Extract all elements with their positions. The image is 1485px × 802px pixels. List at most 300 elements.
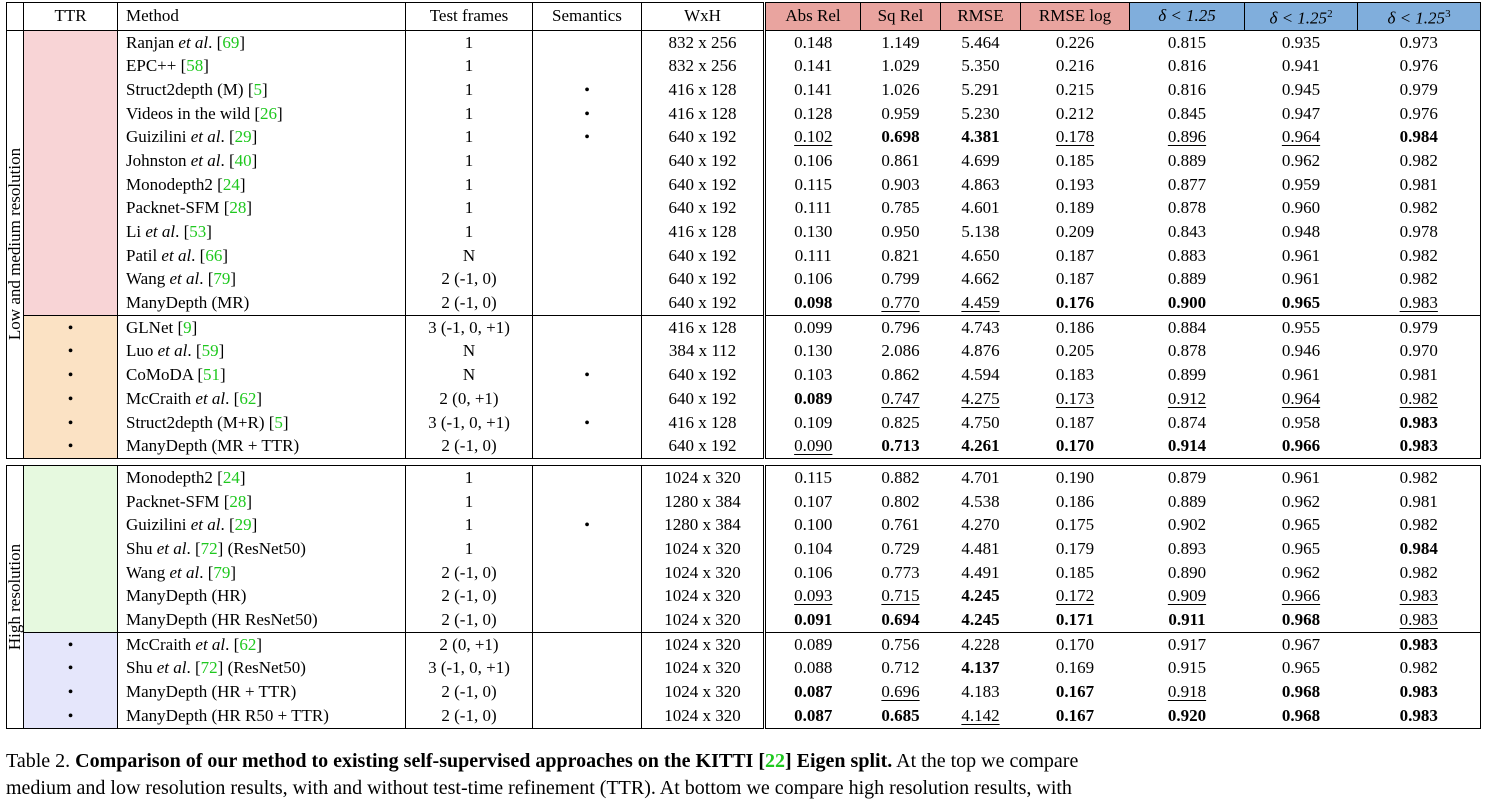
resolution-cell: 416 x 128 — [642, 411, 765, 435]
delta-1-cell — [1130, 490, 1245, 514]
delta-1-cell — [1130, 466, 1245, 490]
delta-3-value: 0.984 — [1399, 127, 1438, 147]
delta-2-cell — [1245, 466, 1358, 490]
rmse-log-cell — [1021, 490, 1130, 514]
rmse-cell — [941, 584, 1021, 608]
rmse-log-cell — [1021, 340, 1130, 364]
resolution-cell: 640 x 192 — [642, 244, 765, 268]
delta-3-cell — [1358, 340, 1481, 364]
citation-link[interactable]: 29 — [234, 127, 252, 147]
delta-1-cell — [1130, 513, 1245, 537]
method-cell: McCraith et al. [62] — [118, 632, 406, 656]
resolution-cell: 1024 x 320 — [642, 657, 765, 681]
ttr-cell — [24, 434, 118, 458]
sq-rel-value: 0.825 — [881, 412, 920, 432]
delta-2-cell — [1245, 30, 1358, 54]
rmse-cell — [941, 244, 1021, 268]
table-row — [7, 220, 1481, 244]
semantics-dot-icon: • — [584, 129, 590, 147]
rmse-log-value: 0.187 — [1055, 269, 1095, 289]
rmse-log-value: 0.215 — [1055, 79, 1095, 99]
sq-rel-value: 0.802 — [881, 491, 920, 511]
semantics-cell — [533, 54, 642, 78]
delta-1-value: 0.912 — [1167, 388, 1207, 408]
delta-2-cell — [1245, 173, 1358, 197]
method-cell: Monodepth2 [24] — [118, 466, 406, 490]
rmse-value: 5.230 — [961, 103, 1000, 123]
delta-1-value: 0.899 — [1167, 365, 1207, 385]
rmse-cell — [941, 102, 1021, 126]
et-al: et al — [186, 150, 221, 170]
test-frames-cell: N — [406, 363, 533, 387]
method-name: Li — [126, 222, 142, 241]
abs-rel-cell — [765, 561, 861, 585]
delta-1-cell — [1130, 244, 1245, 268]
citation-link[interactable]: 58 — [186, 56, 204, 76]
method-cell — [118, 584, 406, 608]
test-frames-cell: 3 (-1, 0, +1) — [406, 411, 533, 435]
delta-3-cell — [1358, 411, 1481, 435]
resolution-cell: 1024 x 320 — [642, 466, 765, 490]
rmse-cell — [941, 291, 1021, 315]
semantics-cell — [533, 387, 642, 411]
citation-link[interactable]: 24 — [222, 467, 240, 487]
delta-3-value: 0.973 — [1399, 32, 1438, 52]
delta-1-cell — [1130, 561, 1245, 585]
abs-rel-value: 0.102 — [794, 127, 833, 147]
table-row — [7, 513, 1481, 537]
header-semantics: Semantics — [533, 3, 642, 31]
rmse-log-value: 0.193 — [1055, 174, 1095, 194]
rmse-value: 4.142 — [961, 705, 1000, 725]
citation-link[interactable]: 28 — [229, 198, 247, 218]
delta-3-value: 0.982 — [1399, 562, 1438, 582]
ttr-cell — [24, 608, 118, 632]
table-row — [7, 411, 1481, 435]
delta-3-cell — [1358, 244, 1481, 268]
ttr-cell — [24, 561, 118, 585]
table-row — [7, 30, 1481, 54]
sq-rel-value: 0.799 — [881, 269, 920, 289]
rmse-log-cell — [1021, 244, 1130, 268]
method-cell: Packnet-SFM [28] — [118, 490, 406, 514]
delta-3-value: 0.983 — [1399, 682, 1438, 702]
citation-link[interactable]: 40 — [234, 150, 252, 170]
header-delta-3-text: δ < 1.25 — [1387, 8, 1446, 28]
abs-rel-cell — [765, 584, 861, 608]
rmse-log-value: 0.187 — [1055, 245, 1095, 265]
rmse-cell — [941, 466, 1021, 490]
rmse-log-cell — [1021, 125, 1130, 149]
rmse-value: 5.138 — [961, 222, 1000, 241]
delta-2-value: 0.947 — [1281, 103, 1321, 123]
rmse-cell — [941, 30, 1021, 54]
semantics-cell — [533, 490, 642, 514]
delta-2-value: 0.941 — [1281, 56, 1321, 76]
rmse-log-cell — [1021, 315, 1130, 339]
header-delta-2-sup: 2 — [1327, 8, 1333, 20]
rmse-log-cell — [1021, 78, 1130, 102]
method-name: Videos in the wild — [126, 103, 251, 123]
citation-link[interactable]: 72 — [200, 658, 218, 678]
delta-1-value: 0.917 — [1167, 634, 1207, 654]
citation-link[interactable]: 69 — [222, 32, 240, 52]
citation-link[interactable]: 24 — [222, 174, 240, 194]
method-name: ManyDepth (HR + TTR) — [126, 682, 297, 702]
semantics-cell — [533, 632, 642, 656]
abs-rel-value: 0.093 — [794, 586, 833, 606]
header-delta-1 — [1130, 3, 1245, 31]
delta-1-value: 0.877 — [1167, 174, 1207, 194]
delta-1-cell — [1130, 537, 1245, 561]
abs-rel-cell — [765, 466, 861, 490]
delta-1-value: 0.845 — [1167, 103, 1207, 123]
ttr-dot-icon: • — [67, 707, 74, 725]
citation-link[interactable]: 9 — [183, 317, 192, 337]
method-name: McCraith — [126, 634, 192, 654]
abs-rel-cell — [765, 291, 861, 315]
delta-2-cell — [1245, 102, 1358, 126]
sq-rel-value: 0.694 — [881, 610, 920, 629]
delta-3-value: 0.982 — [1399, 269, 1438, 289]
delta-3-cell — [1358, 680, 1481, 704]
rmse-value: 5.350 — [961, 56, 1000, 76]
delta-3-value: 0.982 — [1399, 245, 1438, 265]
abs-rel-cell — [765, 704, 861, 728]
rmse-cell — [941, 657, 1021, 681]
method-name: GLNet — [126, 317, 174, 337]
group-label-cell — [7, 30, 24, 458]
delta-3-value: 0.982 — [1399, 467, 1438, 487]
header-rmse: RMSE — [941, 3, 1021, 31]
abs-rel-cell — [765, 680, 861, 704]
abs-rel-value: 0.111 — [794, 198, 832, 218]
delta-3-cell — [1358, 490, 1481, 514]
delta-3-cell — [1358, 125, 1481, 149]
abs-rel-cell — [765, 657, 861, 681]
citation-link[interactable]: 79 — [213, 269, 231, 289]
sq-rel-value: 0.773 — [881, 562, 920, 582]
resolution-cell: 1024 x 320 — [642, 608, 765, 632]
sq-rel-cell — [861, 220, 941, 244]
rmse-cell — [941, 513, 1021, 537]
citation-link[interactable]: 59 — [201, 341, 219, 361]
rmse-value: 4.275 — [961, 388, 1000, 408]
header-delta-2-text: δ < 1.25 — [1269, 8, 1328, 28]
test-frames-cell: 1 — [406, 149, 533, 173]
citation-link[interactable]: 5 — [274, 412, 283, 432]
group-gap-cell — [7, 459, 1481, 466]
results-table-body — [7, 30, 1481, 728]
rmse-value: 4.863 — [961, 174, 1000, 194]
rmse-value: 4.699 — [961, 150, 1000, 170]
sq-rel-value: 0.959 — [881, 103, 920, 123]
rmse-value: 4.750 — [961, 412, 1000, 432]
delta-1-value: 0.889 — [1167, 150, 1207, 170]
delta-3-value: 0.982 — [1399, 150, 1438, 170]
abs-rel-cell — [765, 220, 861, 244]
rmse-value: 4.381 — [961, 127, 1000, 147]
sq-rel-cell — [861, 78, 941, 102]
ttr-cell — [24, 173, 118, 197]
ttr-cell — [24, 657, 118, 681]
et-al: et al — [165, 562, 200, 582]
semantics-dot-icon: • — [584, 105, 590, 123]
delta-1-cell — [1130, 584, 1245, 608]
table-row — [7, 537, 1481, 561]
delta-1-value: 0.878 — [1167, 341, 1207, 361]
abs-rel-value: 0.103 — [794, 365, 833, 385]
method-name: ManyDepth (MR + TTR) — [126, 436, 300, 456]
rmse-log-cell — [1021, 54, 1130, 78]
citation-link[interactable]: 62 — [239, 634, 257, 654]
results-table-container — [6, 2, 1480, 729]
sq-rel-cell — [861, 632, 941, 656]
delta-3-value: 0.981 — [1399, 491, 1438, 511]
header-blank — [7, 3, 24, 31]
test-frames-cell: 2 (-1, 0) — [406, 608, 533, 632]
method-cell: Wang et al. [79] — [118, 268, 406, 292]
abs-rel-cell — [765, 490, 861, 514]
method-name: Packnet-SFM — [126, 198, 220, 218]
rmse-log-cell — [1021, 363, 1130, 387]
resolution-cell: 1024 x 320 — [642, 537, 765, 561]
method-suffix: (ResNet50) — [223, 538, 306, 558]
semantics-cell — [533, 315, 642, 339]
method-cell: Monodepth2 [24] — [118, 173, 406, 197]
header-method: Method — [118, 3, 406, 31]
delta-3-value: 0.976 — [1399, 103, 1438, 123]
rmse-log-value: 0.171 — [1055, 610, 1095, 629]
delta-3-cell — [1358, 434, 1481, 458]
sq-rel-cell — [861, 411, 941, 435]
method-cell: CoMoDA [51] — [118, 363, 406, 387]
header-abs-rel: Abs Rel — [765, 3, 861, 31]
sq-rel-cell — [861, 125, 941, 149]
delta-3-value: 0.983 — [1399, 705, 1438, 725]
resolution-cell: 640 x 192 — [642, 434, 765, 458]
delta-2-value: 0.948 — [1281, 222, 1321, 241]
method-cell: Shu et al. [72] (ResNet50) — [118, 537, 406, 561]
sq-rel-cell — [861, 434, 941, 458]
sq-rel-cell — [861, 608, 941, 632]
abs-rel-value: 0.098 — [794, 293, 833, 313]
ttr-cell — [24, 291, 118, 315]
table-row — [7, 632, 1481, 656]
semantics-cell — [533, 196, 642, 220]
ttr-dot-icon: • — [67, 343, 74, 361]
citation-link[interactable]: 62 — [239, 388, 257, 408]
citation-link[interactable]: 29 — [234, 515, 252, 535]
ttr-cell — [24, 584, 118, 608]
abs-rel-cell — [765, 149, 861, 173]
semantics-cell — [533, 102, 642, 126]
delta-2-cell — [1245, 704, 1358, 728]
citation-link[interactable]: 51 — [203, 365, 220, 385]
resolution-cell: 832 x 256 — [642, 54, 765, 78]
citation-link[interactable]: 53 — [189, 222, 207, 241]
abs-rel-value: 0.089 — [794, 634, 833, 654]
citation-link[interactable]: 72 — [200, 538, 218, 558]
table-row — [7, 244, 1481, 268]
citation-link[interactable]: 79 — [213, 562, 231, 582]
ttr-dot-icon: • — [67, 390, 74, 408]
test-frames-cell: N — [406, 244, 533, 268]
delta-2-value: 0.964 — [1281, 388, 1321, 408]
table-row — [7, 434, 1481, 458]
group-label: Low and medium resolution — [5, 148, 24, 341]
rmse-value: 4.481 — [961, 538, 1000, 558]
delta-3-value: 0.983 — [1399, 586, 1438, 606]
method-suffix: (ResNet50) — [223, 658, 306, 678]
et-al: et al — [153, 341, 188, 361]
table-row — [7, 102, 1481, 126]
rmse-log-value: 0.216 — [1055, 56, 1095, 76]
table-row — [7, 490, 1481, 514]
method-name: Struct2depth (M) — [126, 79, 244, 99]
delta-2-value: 0.968 — [1281, 610, 1321, 629]
rmse-value: 5.291 — [961, 79, 1000, 99]
sq-rel-cell — [861, 268, 941, 292]
citation-link[interactable]: 5 — [253, 79, 262, 99]
header-rmse-log: RMSE log — [1021, 3, 1130, 31]
delta-2-cell — [1245, 196, 1358, 220]
delta-3-value: 0.979 — [1399, 317, 1438, 337]
method-cell: Packnet-SFM [28] — [118, 196, 406, 220]
abs-rel-value: 0.148 — [794, 32, 833, 52]
abs-rel-value: 0.128 — [794, 103, 833, 123]
delta-3-value: 0.970 — [1399, 341, 1438, 361]
table-row — [7, 608, 1481, 632]
et-al: et al — [186, 515, 221, 535]
method-cell: EPC++ [58] — [118, 54, 406, 78]
rmse-log-cell — [1021, 102, 1130, 126]
rmse-cell — [941, 340, 1021, 364]
ttr-cell — [24, 387, 118, 411]
test-frames-cell: 2 (0, +1) — [406, 632, 533, 656]
sq-rel-cell — [861, 466, 941, 490]
test-frames-cell: 2 (-1, 0) — [406, 434, 533, 458]
rmse-log-value: 0.190 — [1055, 467, 1095, 487]
method-cell: Wang et al. [79] — [118, 561, 406, 585]
citation-link[interactable]: 28 — [229, 491, 247, 511]
rmse-log-value: 0.185 — [1055, 150, 1095, 170]
sq-rel-cell — [861, 537, 941, 561]
method-cell: Li et al. [53] — [118, 220, 406, 244]
resolution-cell: 640 x 192 — [642, 125, 765, 149]
abs-rel-cell — [765, 537, 861, 561]
delta-1-cell — [1130, 291, 1245, 315]
semantics-cell — [533, 173, 642, 197]
rmse-log-cell — [1021, 411, 1130, 435]
delta-1-cell — [1130, 704, 1245, 728]
delta-2-value: 0.962 — [1281, 491, 1321, 511]
citation-link[interactable]: 26 — [260, 103, 278, 123]
method-name: ManyDepth (HR ResNet50) — [126, 610, 318, 629]
delta-1-value: 0.843 — [1167, 222, 1207, 241]
delta-3-value: 0.984 — [1399, 538, 1438, 558]
delta-1-value: 0.893 — [1167, 538, 1207, 558]
table-row — [7, 704, 1481, 728]
ttr-cell — [24, 54, 118, 78]
caption-line2: medium and low resolution results, with and without test-time refinement (TTR). At bottom we compare high resolution results, with — [6, 777, 1072, 799]
delta-1-cell — [1130, 78, 1245, 102]
delta-2-cell — [1245, 680, 1358, 704]
rmse-cell — [941, 632, 1021, 656]
resolution-cell: 640 x 192 — [642, 196, 765, 220]
delta-1-value: 0.915 — [1167, 658, 1207, 678]
method-cell: Luo et al. [59] — [118, 340, 406, 364]
rmse-log-value: 0.186 — [1055, 491, 1095, 511]
delta-2-cell — [1245, 657, 1358, 681]
method-cell — [118, 608, 406, 632]
ttr-dot-icon: • — [67, 660, 74, 678]
rmse-log-cell — [1021, 220, 1130, 244]
abs-rel-value: 0.130 — [794, 341, 833, 361]
rmse-log-cell — [1021, 30, 1130, 54]
resolution-cell: 1024 x 320 — [642, 704, 765, 728]
delta-2-value: 0.966 — [1281, 436, 1321, 456]
sq-rel-cell — [861, 196, 941, 220]
sq-rel-value: 0.770 — [881, 293, 920, 313]
rmse-cell — [941, 268, 1021, 292]
delta-3-cell — [1358, 54, 1481, 78]
method-name: Ranjan — [126, 32, 175, 52]
citation-link[interactable]: 66 — [205, 245, 223, 265]
delta-1-cell — [1130, 363, 1245, 387]
delta-3-value: 0.983 — [1399, 436, 1438, 456]
rmse-log-cell — [1021, 149, 1130, 173]
sq-rel-cell — [861, 513, 941, 537]
ttr-cell — [24, 466, 118, 490]
delta-3-cell — [1358, 149, 1481, 173]
rmse-value: 4.743 — [961, 317, 1000, 337]
et-al: et al — [152, 658, 187, 678]
test-frames-cell: 2 (-1, 0) — [406, 704, 533, 728]
semantics-cell — [533, 30, 642, 54]
delta-2-cell — [1245, 315, 1358, 339]
delta-2-value: 0.962 — [1281, 562, 1321, 582]
delta-2-cell — [1245, 78, 1358, 102]
rmse-value: 4.137 — [961, 658, 1000, 678]
sq-rel-cell — [861, 561, 941, 585]
delta-3-cell — [1358, 632, 1481, 656]
ttr-cell — [24, 632, 118, 656]
test-frames-cell: N — [406, 340, 533, 364]
delta-1-value: 0.896 — [1167, 127, 1207, 147]
et-al: et al — [191, 388, 226, 408]
table-caption — [6, 748, 1480, 799]
resolution-cell: 1280 x 384 — [642, 513, 765, 537]
delta-2-cell — [1245, 513, 1358, 537]
sq-rel-cell — [861, 54, 941, 78]
method-name: Johnston — [126, 150, 187, 170]
rmse-value: 4.261 — [961, 436, 1000, 456]
rmse-log-cell — [1021, 173, 1130, 197]
abs-rel-cell — [765, 387, 861, 411]
method-name: Patil — [126, 245, 158, 265]
rmse-log-cell — [1021, 584, 1130, 608]
caption-rest: At the top we compare — [896, 750, 1079, 772]
abs-rel-value: 0.130 — [794, 222, 833, 241]
rmse-log-cell — [1021, 537, 1130, 561]
sq-rel-cell — [861, 387, 941, 411]
semantics-cell — [533, 411, 642, 435]
abs-rel-cell — [765, 196, 861, 220]
delta-1-cell — [1130, 657, 1245, 681]
sq-rel-cell — [861, 30, 941, 54]
delta-2-value: 0.955 — [1281, 317, 1321, 337]
